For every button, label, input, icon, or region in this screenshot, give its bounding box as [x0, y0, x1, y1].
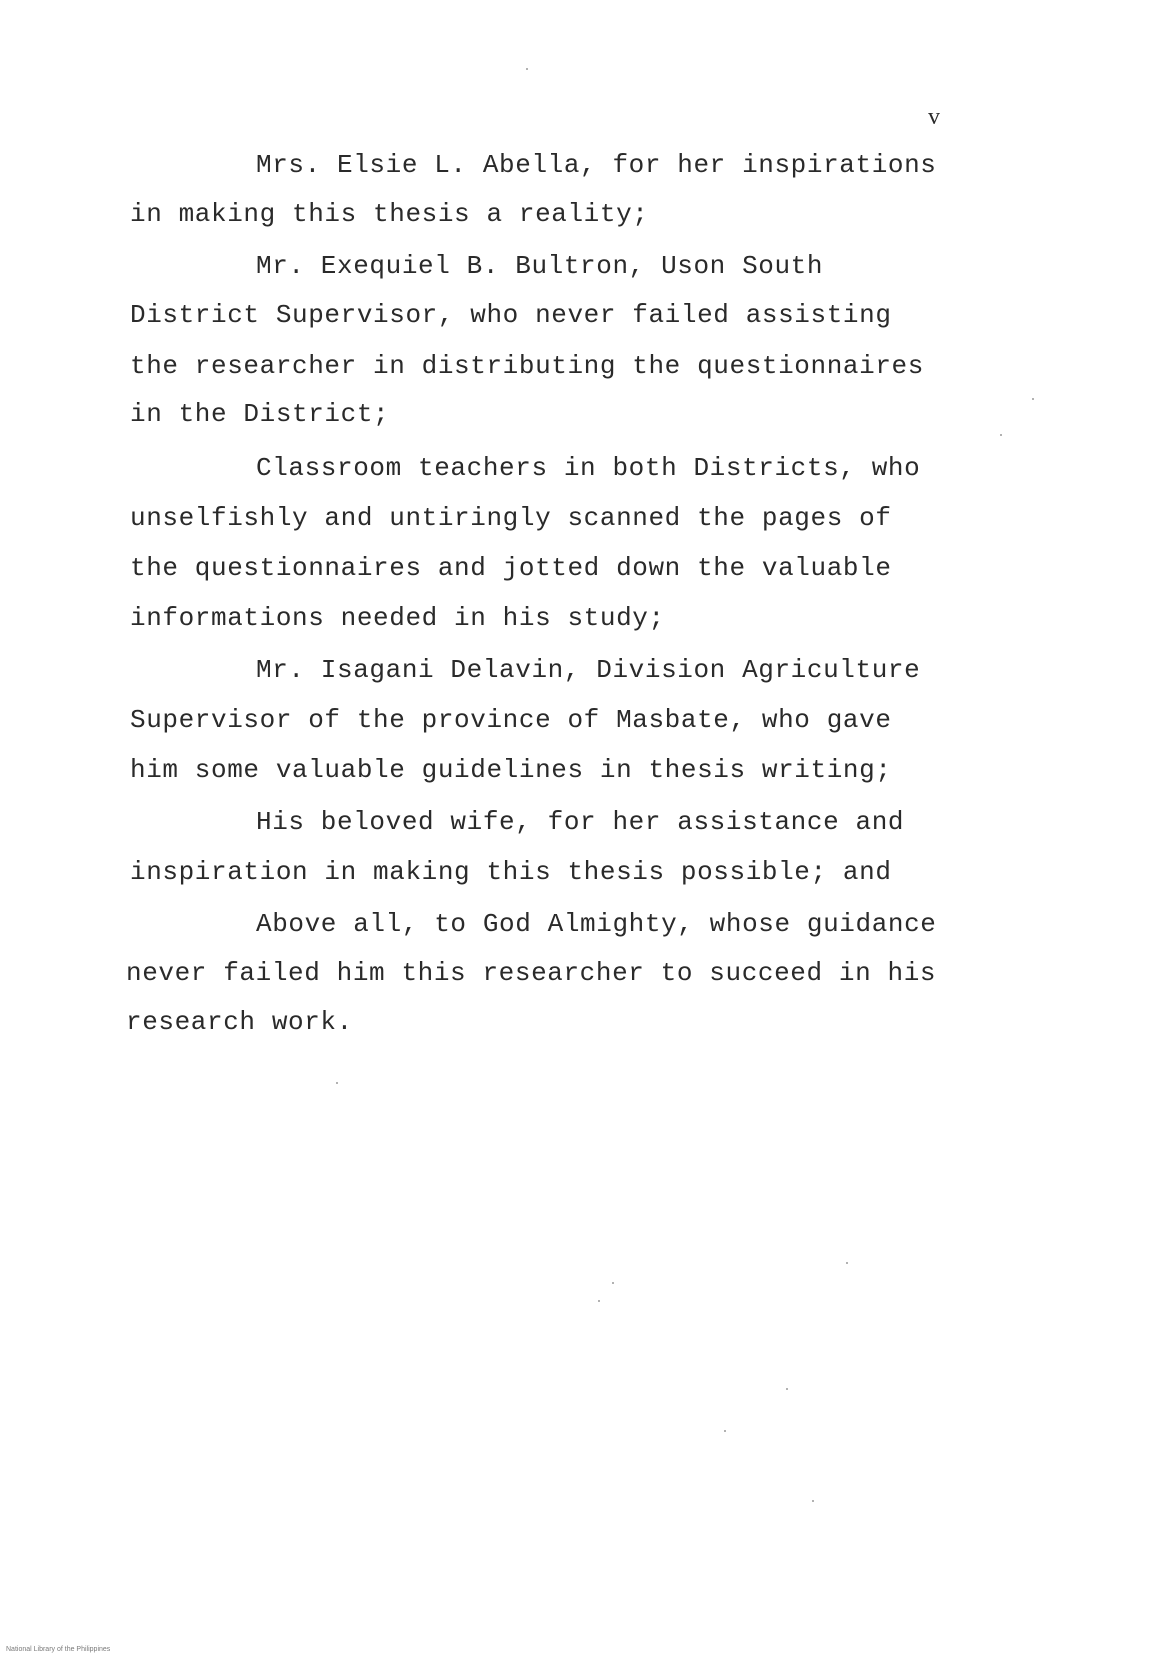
text-line: Mrs. Elsie L. Abella, for her inspirations: [256, 150, 937, 180]
text-line: the questionnaires and jotted down the valuable: [130, 553, 892, 583]
text-line: in making this thesis a reality;: [130, 199, 649, 229]
scan-speck: [786, 1388, 788, 1390]
scan-speck: [812, 1500, 814, 1502]
text-line: Classroom teachers in both Districts, who: [256, 453, 921, 483]
scan-speck: [612, 1282, 614, 1284]
scan-speck: [846, 1262, 848, 1264]
scan-speck: [1032, 398, 1034, 400]
text-line: research work.: [126, 1007, 353, 1037]
text-line: him some valuable guidelines in thesis writing;: [130, 755, 892, 785]
page-number: v: [928, 104, 940, 130]
text-line: Supervisor of the province of Masbate, who gave: [130, 705, 892, 735]
text-line: District Supervisor, who never failed assisting: [130, 300, 892, 330]
text-line: Mr. Isagani Delavin, Division Agriculture: [256, 655, 921, 685]
text-line: Mr. Exequiel B. Bultron, Uson South: [256, 251, 824, 281]
text-line: informations needed in his study;: [130, 603, 665, 633]
scan-footer: National Library of the Philippines: [6, 1646, 111, 1653]
text-line: never failed him this researcher to succeed in his: [126, 958, 937, 988]
text-line: Above all, to God Almighty, whose guidance: [256, 909, 937, 939]
scan-speck: [526, 68, 528, 70]
scan-speck: [336, 1082, 338, 1084]
text-line: the researcher in distributing the questionnaires: [130, 351, 924, 381]
text-line: unselfishly and untiringly scanned the pages of: [130, 503, 892, 533]
text-line: inspiration in making this thesis possible; and: [130, 857, 892, 887]
text-line: His beloved wife, for her assistance and: [256, 807, 905, 837]
scan-speck: [724, 1430, 726, 1432]
text-line: in the District;: [130, 399, 390, 429]
scan-speck: [1000, 434, 1002, 436]
scan-speck: [598, 1300, 600, 1302]
